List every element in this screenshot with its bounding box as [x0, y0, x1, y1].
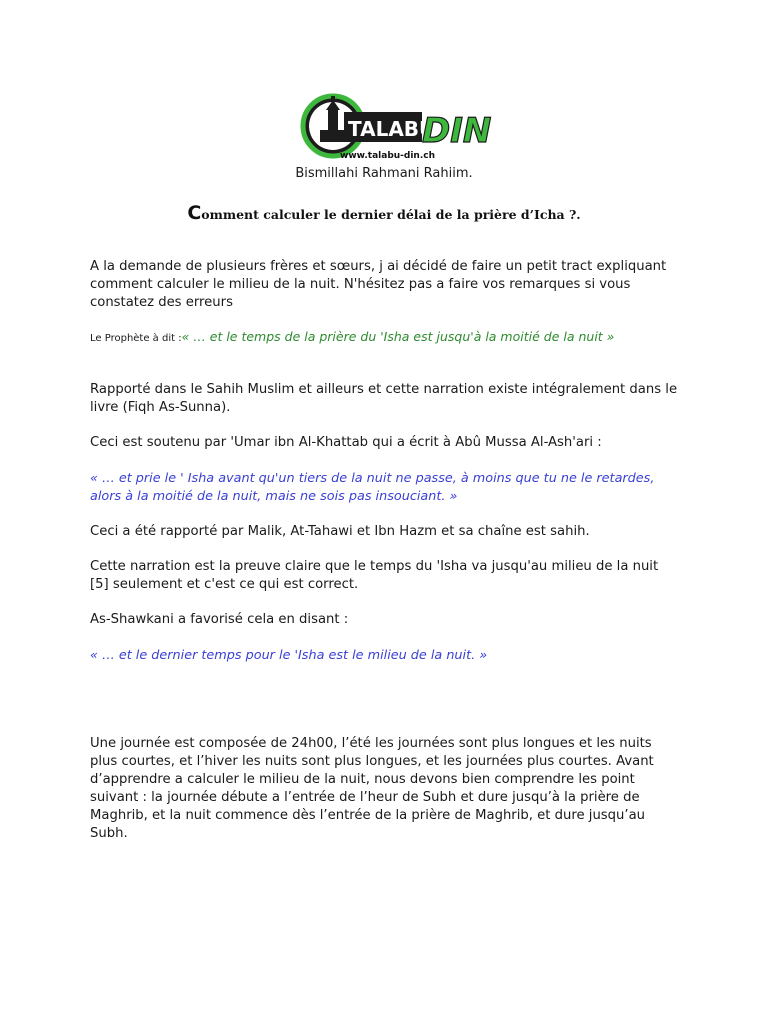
logo-text-right: DIN [422, 111, 492, 151]
day-night-paragraph: Une journée est composée de 24h00, l’été les journées sont plus longues et les nuits plus courtes, et l’hiver les nuits sont plus longues, et les journées plus courtes. Avant d’apprendre a calculer le milieu de la nuit, nous devons bien comprendre les point suivant : la journée débute a l’entrée de l’heur de Subh et dure jusqu’à la prière de Maghrib, et la nuit commence dès l’entrée de la prière de Maghrib, et dure jusqu’au Subh. [90, 736, 654, 841]
title-first-letter: C [187, 202, 202, 224]
umar-quote: « … et prie le ' Isha avant qu'un tiers de la nuit ne passe, à moins que tu ne le retardes, alors à la moitié de la nuit, mais ne sois pas insouciant. » [90, 471, 655, 504]
proof-paragraph: Cette narration est la preuve claire que le temps du 'Isha va jusqu'au milieu de la nuit [5] seulement et c'est ce qui est correct. [90, 559, 659, 592]
page-title [0, 202, 768, 224]
website-url: www.talabu-din.ch [340, 151, 436, 161]
shawkani-quote: « … et le dernier temps pour le 'Isha est le milieu de la nuit. » [90, 648, 488, 663]
prophet-label: Le Prophète à dit : [90, 333, 182, 344]
shawkani-paragraph: As-Shawkani a favorisé cela en disant : [90, 612, 349, 627]
prophet-quote: « … et le temps de la prière du 'Isha est jusqu'à la moitié de la nuit » [181, 329, 615, 344]
malik-paragraph: Ceci a été rapporté par Malik, At-Tahawi et Ibn Hazm et sa chaîne est sahih. [90, 524, 590, 539]
bismillah-line: Bismillahi Rahmani Rahiim. [295, 166, 473, 181]
intro-paragraph: A la demande de plusieurs frères et sœurs, j ai décidé de faire un petit tract expliquant comment calculer le milieu de la nuit. N'hésitez pas a faire vos remarques si vous constatez des erreurs [90, 259, 667, 310]
umar-paragraph: Ceci est soutenu par 'Umar ibn Al-Khattab qui a écrit à Abû Mussa Al-Ash'ari : [90, 435, 602, 450]
prophet-hadith-line [90, 328, 680, 348]
title-rest: omment calculer le dernier délai de la prière d’Icha ?. [201, 207, 581, 222]
logo-text-left: TALABU [348, 117, 436, 141]
reported-paragraph: Rapporté dans le Sahih Muslim et ailleurs et cette narration existe intégralement dans le livre (Fiqh As-Sunna). [90, 382, 678, 415]
